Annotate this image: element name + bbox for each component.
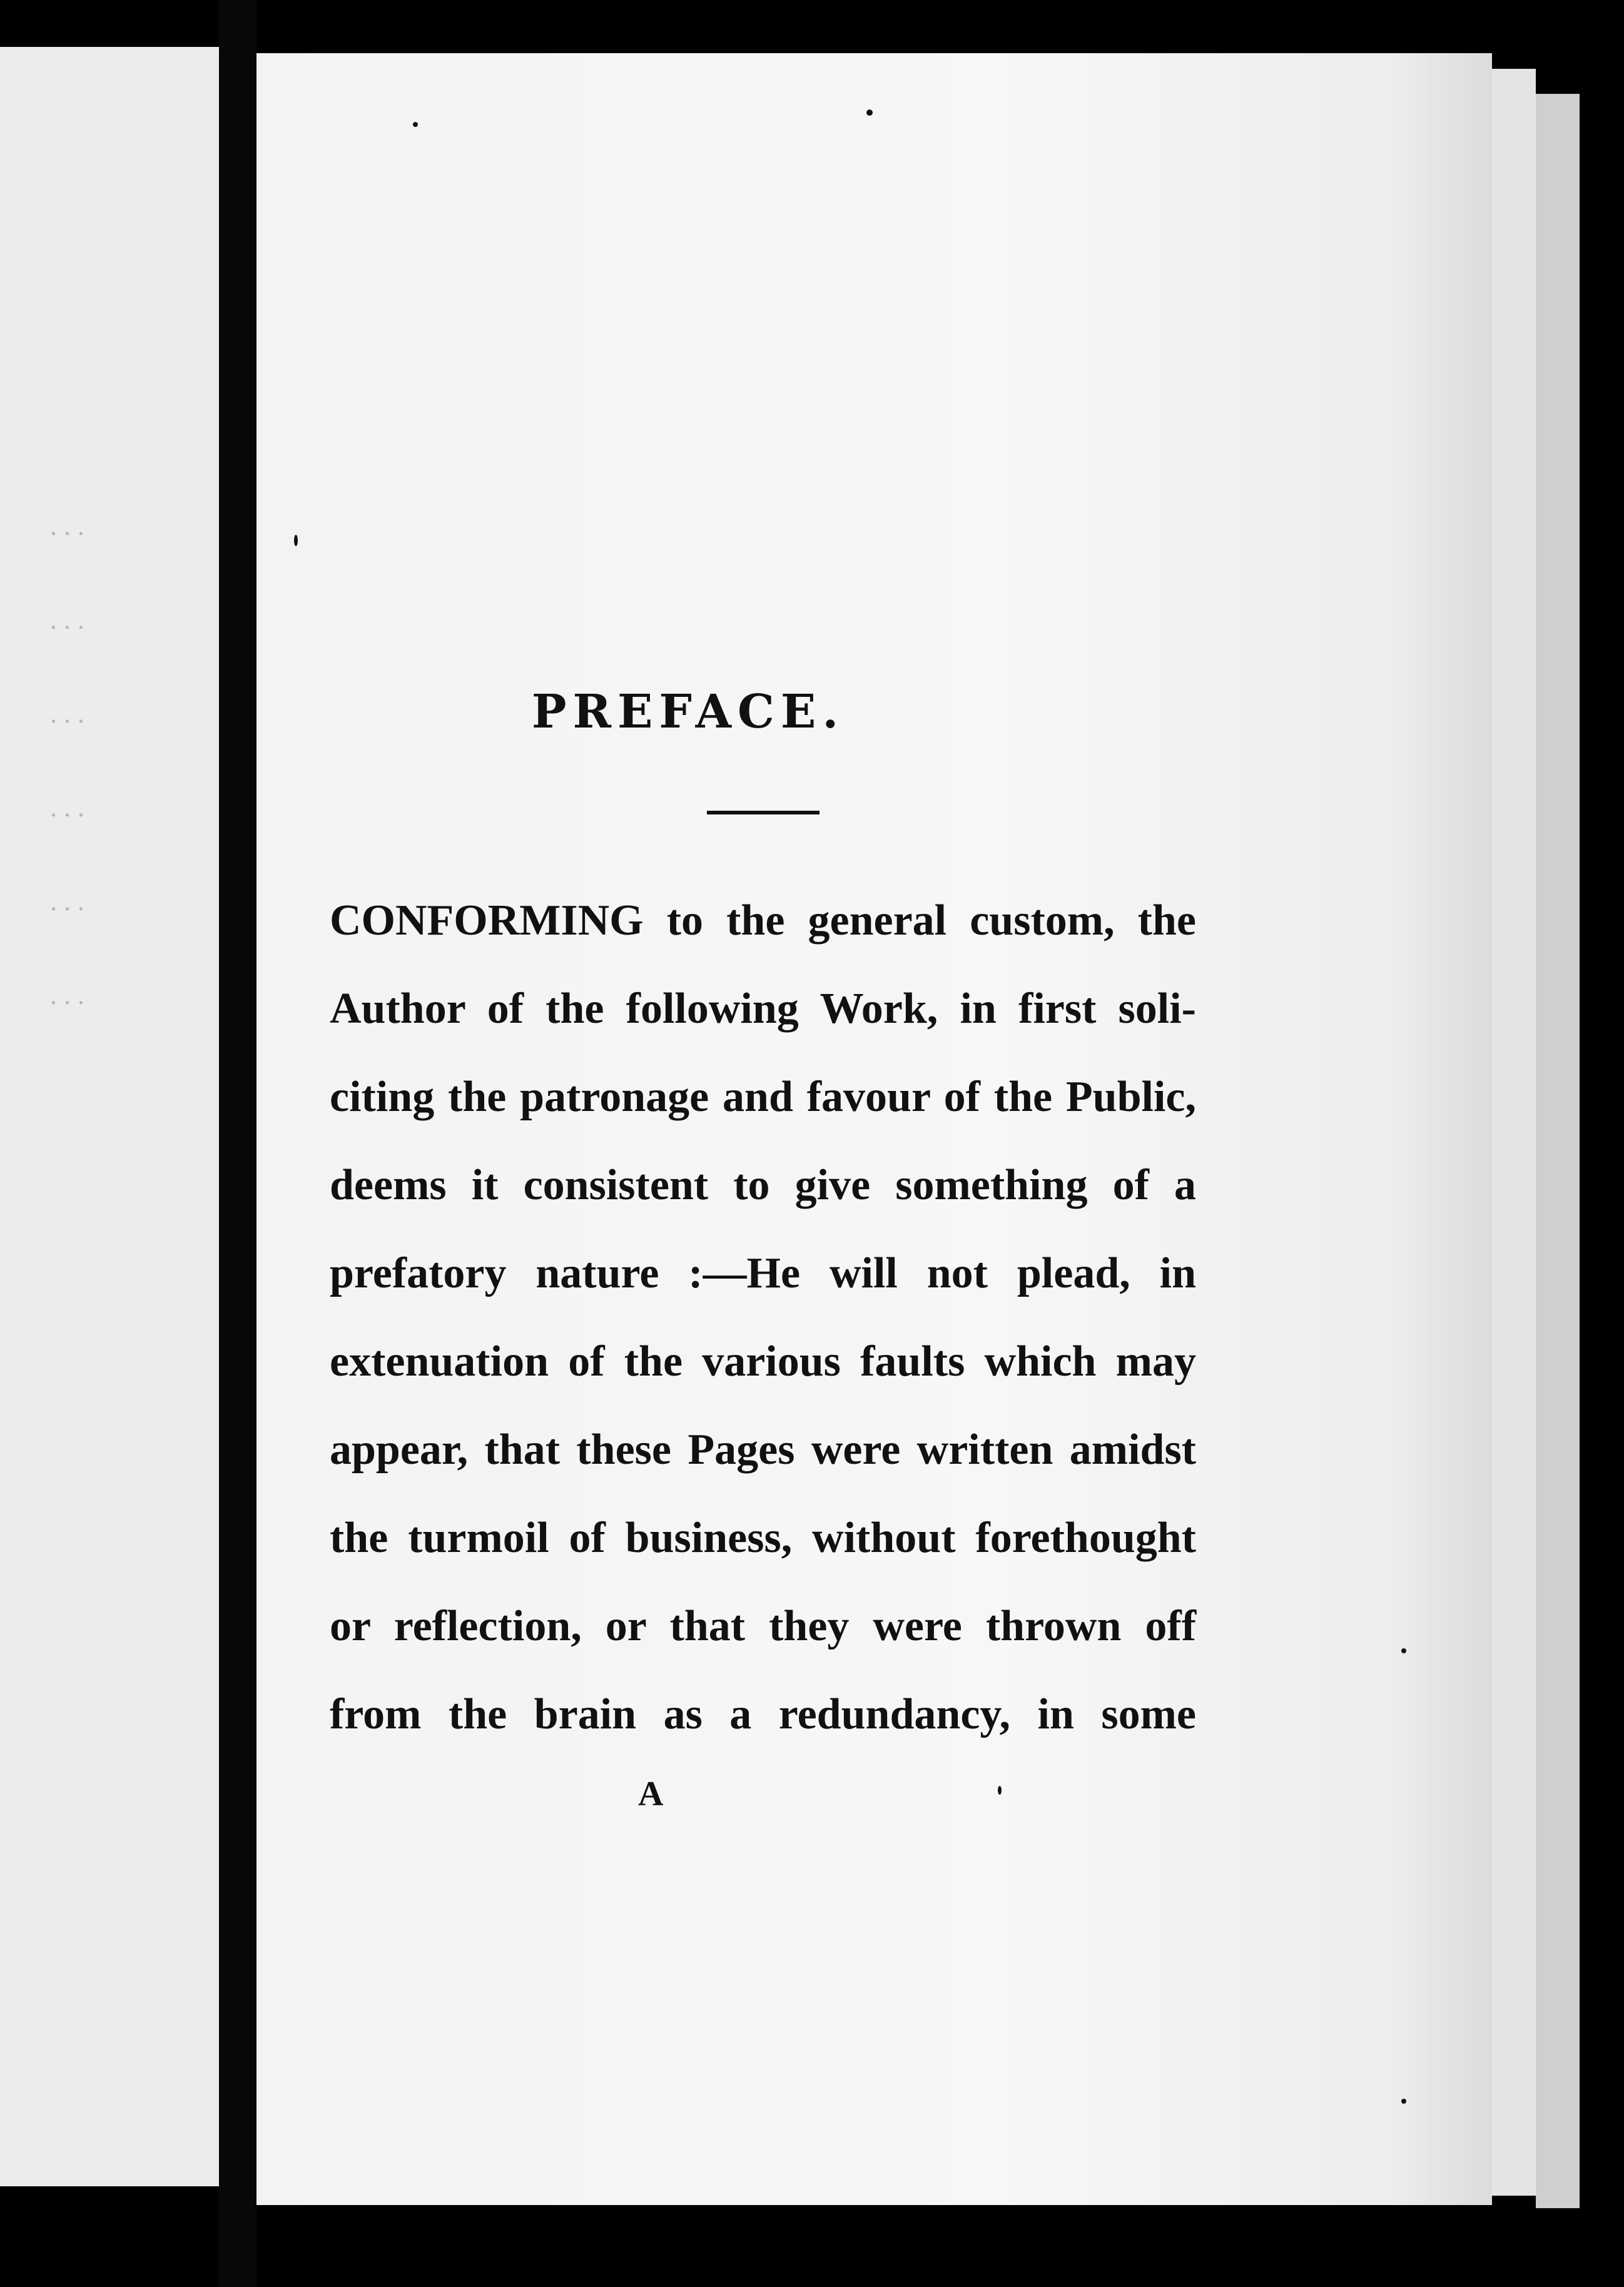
page-title: PREFACE. [531, 685, 845, 739]
page-edge-stack-back [1536, 94, 1580, 2208]
text-line: extenuation of the various faults which may [330, 1337, 1196, 1386]
text-line: Author of the following Work, in first soli- [330, 985, 1196, 1033]
page-edge-stack [1492, 69, 1536, 2196]
speck [413, 122, 418, 127]
speck [866, 109, 873, 116]
title-rule [707, 811, 820, 814]
text-line: deems it consistent to give something of a [330, 1161, 1196, 1209]
text-line: citing the patronage and favour of the Public, [330, 1073, 1196, 1121]
text-line: appear, that these Pages were written amidst [330, 1426, 1196, 1474]
text-line: or reflection, or that they were thrown off [330, 1602, 1196, 1650]
text-line: the turmoil of business, without forethought [330, 1514, 1196, 1562]
preface-body [330, 890, 1196, 1772]
text-line: CONFORMING to the general custom, the [330, 896, 1196, 945]
text-line: prefatory nature :—He will not plead, in [330, 1249, 1196, 1297]
signature-mark: A [638, 1775, 664, 1813]
speck [1401, 2099, 1406, 2104]
show-through-text [350, 338, 1251, 867]
speck [294, 535, 298, 546]
speck [998, 1786, 1002, 1795]
facing-page-edge: . . . . . . . . . . . . . . . . . . [0, 47, 219, 2186]
text-line: from the brain as a redundancy, in some [330, 1690, 1196, 1738]
book-gutter [219, 0, 256, 2287]
speck [1401, 1648, 1406, 1653]
